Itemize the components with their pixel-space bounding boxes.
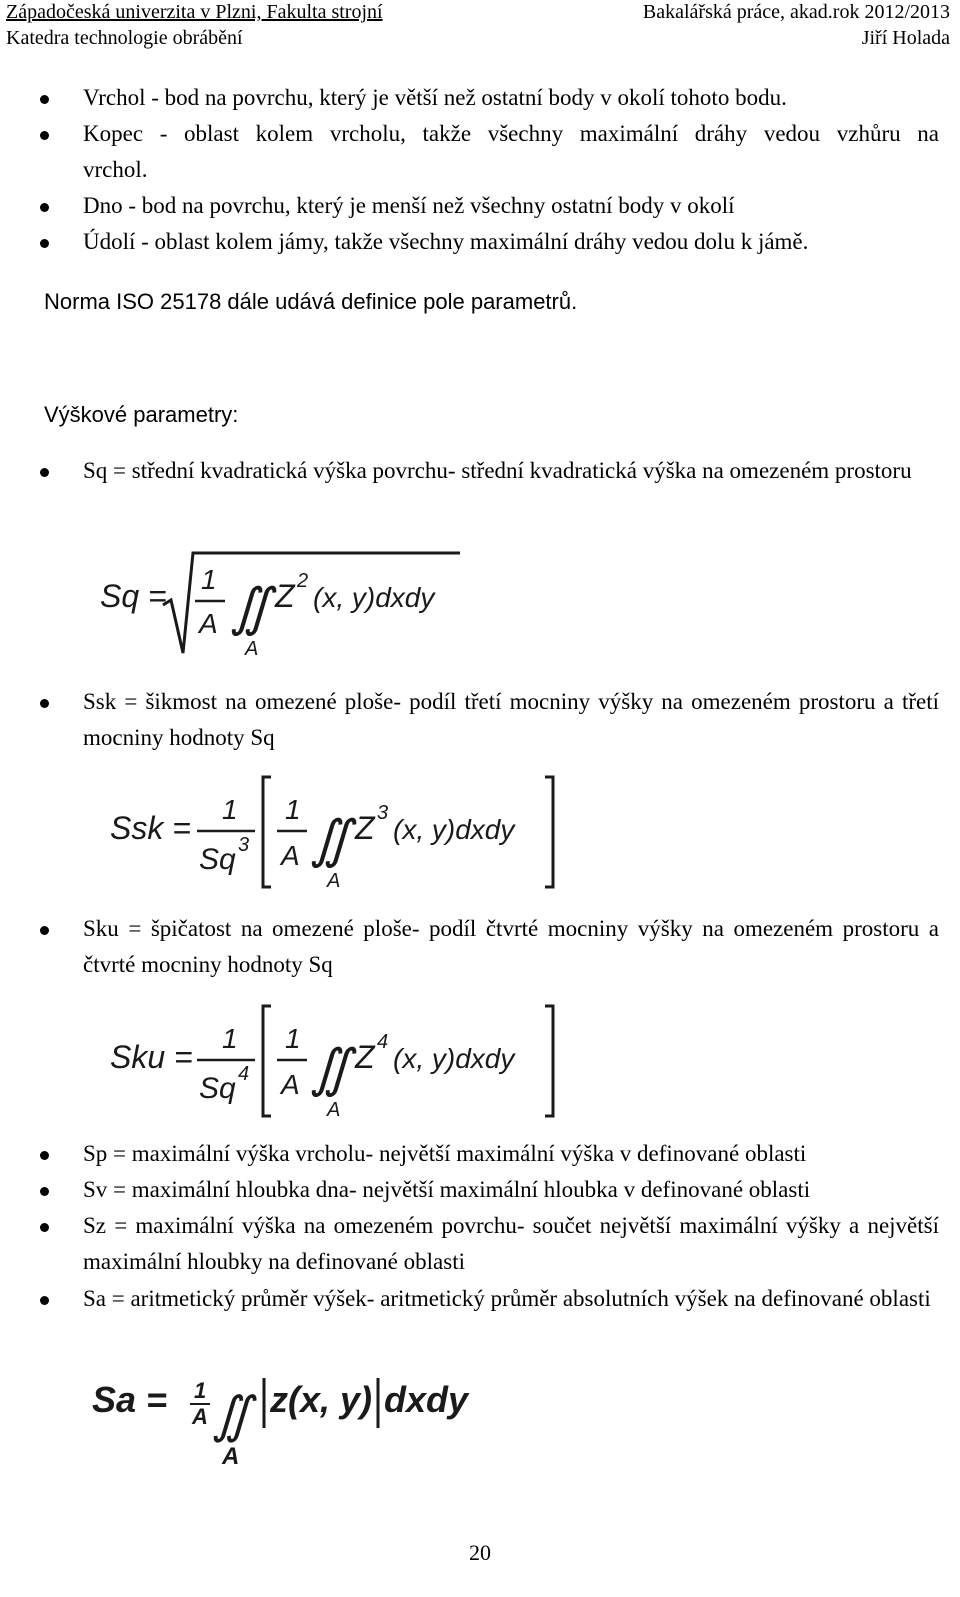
double-integral-sign: ∬ [230,579,272,637]
formula-den: Sq [199,843,236,876]
param-sa-description: Sa = aritmetický průměr výšek- aritmetický průměr absolutních výšek na definované oblasti [83,1286,931,1311]
double-integral-sign: ∬ [310,811,352,869]
double-integral-sign: ∬ [212,1387,252,1443]
formula-args: (x, y)dxdy [393,814,515,845]
param-sku-description: Sku = špičatost na omezené ploše- podíl čtvrté mocniny výšky na omezeném prostoru a čtvrté mocniny hodnoty Sq [83,916,939,977]
bullet [40,926,49,935]
integral-subscript: A [327,870,341,892]
integral-subscript: A [327,1099,341,1121]
formula-power: 4 [377,1031,389,1053]
definition-item-vrchol: Vrchol - bod na povrchu, který je větší než ostatní body v okolí tohoto bodu. [83,85,787,110]
bullet [40,1223,49,1232]
formula-sq [95,545,465,660]
formula-ssk [105,773,565,893]
formula-sku [105,1002,565,1122]
formula-lhs: Sq = [100,578,167,614]
formula-lhs: Sa = [92,1379,168,1420]
bullet [40,1151,49,1160]
bullet [40,1296,49,1305]
bullet [40,95,49,104]
formula-args: dxdy [384,1379,469,1420]
left-bracket [263,777,271,887]
formula-power: 2 [297,570,309,592]
formula-integrand: Z [355,1039,375,1075]
param-sv-description: Sv = maximální hloubka dna- největší maximální hloubka v definované oblasti [83,1177,811,1202]
norma-text: Norma ISO 25178 dále udává definice pole parametrů. [44,289,578,314]
formula-args: (x, y)dxdy [393,1043,515,1074]
param-sz-description: Sz = maximální výška na omezeném povrchu- součet největší maximální výšky a největší maximální hloubky na definované oblasti [83,1213,939,1274]
formula-num: 1 [194,1378,207,1403]
formula-num: 1 [222,1023,238,1054]
formula-den-power: 3 [238,834,250,856]
formula-num: 1 [222,794,238,825]
bullet [40,699,49,708]
definition-item-kopec: Kopec - oblast kolem vrcholu, takže všechny maximální dráhy vedou vzhůru na [83,121,939,146]
formula-den: A [199,608,218,639]
param-ssk-description: Ssk = šikmost na omezené ploše- podíl třetí mocniny výšky na omezeném prostoru a třetí mocniny hodnoty Sq [83,689,939,750]
bullet [40,239,49,248]
definition-item-kopec-cont: vrchol. [83,157,148,182]
formula-lhs: Ssk = [110,810,191,846]
page-header-top [6,0,950,24]
formula-inner-num: 1 [285,1023,301,1054]
header-thesis-info: Bakalářská práce, akad.rok 2012/2013 [642,1,950,23]
param-sp-description: Sp = maximální výška vrcholu- největší maximální výška v definované oblasti [83,1141,807,1166]
page-number: 20 [469,1540,491,1565]
right-bracket [545,1006,553,1116]
bullet [40,203,49,212]
bullet [40,1187,49,1196]
definition-item-dno: Dno - bod na povrchu, který je menší než všechny ostatní body v okolí [83,193,735,218]
formula-integrand: z(x, y) [270,1379,373,1420]
formula-power: 3 [377,802,389,824]
formula-integrand: Z [275,578,295,614]
formula-integrand: Z [355,810,375,846]
header-department: Katedra technologie obrábění [6,27,243,49]
bullet [40,131,49,140]
section-heading: Výškové parametry: [44,402,239,427]
page-header-bottom [6,26,950,50]
definition-item-udoli: Údolí - oblast kolem jámy, takže všechny maximální dráhy vedou dolu k jámě. [83,229,809,254]
formula-args: (x, y)dxdy [313,582,435,613]
param-sq-description: Sq = střední kvadratická výška povrchu- střední kvadratická výška na omezeném prostoru [83,458,912,483]
formula-num: 1 [201,564,217,595]
integral-subscript: A [245,638,259,660]
left-bracket [263,1006,271,1116]
header-author: Jiří Holada [861,27,950,49]
formula-inner-den: A [281,840,300,871]
right-bracket [545,777,553,887]
formula-inner-den: A [281,1069,300,1100]
formula-sa [88,1368,488,1468]
formula-den: Sq [199,1072,236,1105]
formula-inner-num: 1 [285,794,301,825]
header-university: Západočeská univerzita v Plzni, Fakulta strojní [6,1,383,23]
formula-den: A [192,1404,208,1429]
formula-den-power: 4 [238,1063,250,1085]
integral-subscript: A [222,1443,240,1468]
bullet [40,468,49,477]
formula-lhs: Sku = [110,1039,193,1075]
double-integral-sign: ∬ [310,1040,352,1098]
